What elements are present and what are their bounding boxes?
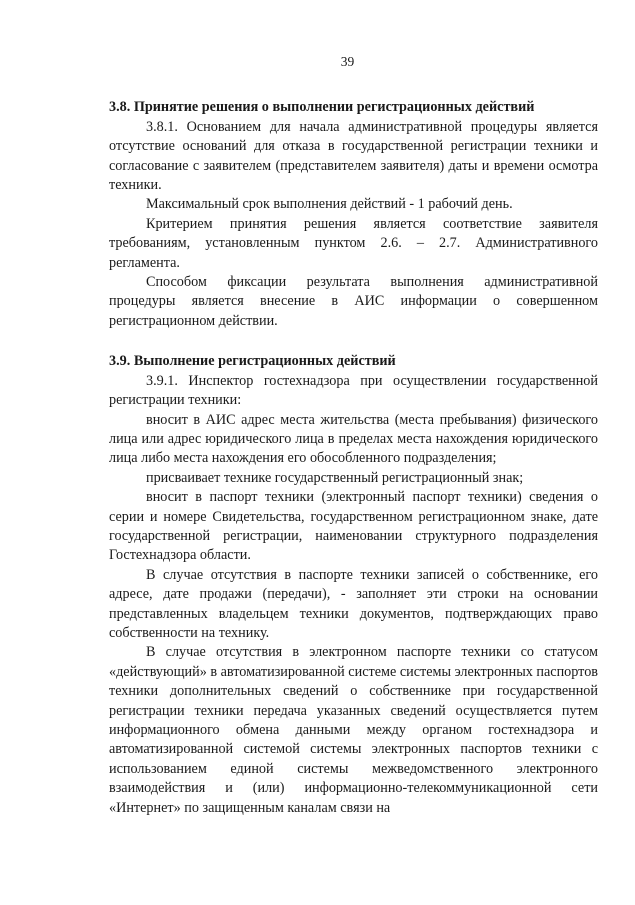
paragraph-passport: вносит в паспорт техники (электронный паспорт техники) сведения о серии и номере Свидетельства, государственном регистрационном знаке, дате государственной регистрации, наименовании структурного подразделения Гостехнадзора области. [109, 489, 598, 564]
section-heading-3-8: 3.8. Принятие решения о выполнении регистрационных действий [109, 99, 535, 116]
paragraph-criterion: Критерием принятия решения является соответствие заявителя требованиям, установленным пунктом 2.6. – 2.7. Административного регламента. [109, 215, 598, 271]
page-number: 39 [340, 54, 355, 69]
paragraph-owner-missing: В случае отсутствия в паспорте техники записей о собственнике, его адресе, дате продажи (передачи), - заполняет эти строки на основании представленных владельцем техники документов, подтверждающих право собственности на технику. [109, 566, 598, 641]
paragraph-3-8-1: 3.8.1. Основанием для начала административной процедуры является отсутствие оснований для отказа в государственной регистрации техники и согласование с заявителем (представителем заявителя) даты и времени осмотра техники. [109, 118, 598, 194]
paragraph-3-9-1: 3.9.1. Инспектор гостехнадзора при осуществлении государственной регистрации техники: [109, 372, 598, 409]
paragraph-electronic-passport: В случае отсутствия в электронном паспорте техники со статусом «действующий» в автоматизированной системе системы электронных паспортов техники дополнительных сведений о собственнике при государственной регистрации техники передача указанных сведений осуществляется путем информационного обмена данными между органом гостехнадзора и автоматизированной системой системы электронных паспортов техники с использованием единой системы межведомственного электронного взаимодействия и (или) информационно-телекоммуникационной сети «Интернет» по защищенным каналам связи на [109, 644, 598, 816]
paragraph-max-term: Максимальный срок выполнения действий - 1 рабочий день. [146, 196, 513, 213]
paragraph-plate: присваивает технике государственный регистрационный знак; [146, 469, 524, 486]
section-heading-3-9: 3.9. Выполнение регистрационных действий [109, 353, 396, 370]
document-page [109, 52, 598, 818]
paragraph-address: вносит в АИС адрес места жительства (места пребывания) физического лица или адрес юридического лица в пределах места нахождения юридического лица либо места нахождения его обособленного подразделения; [109, 411, 598, 467]
section-gap [109, 331, 598, 352]
paragraph-fixation: Способом фиксации результата выполнения административной процедуры является внесение в АИС информации о совершенном регистрационном действии. [109, 274, 598, 329]
